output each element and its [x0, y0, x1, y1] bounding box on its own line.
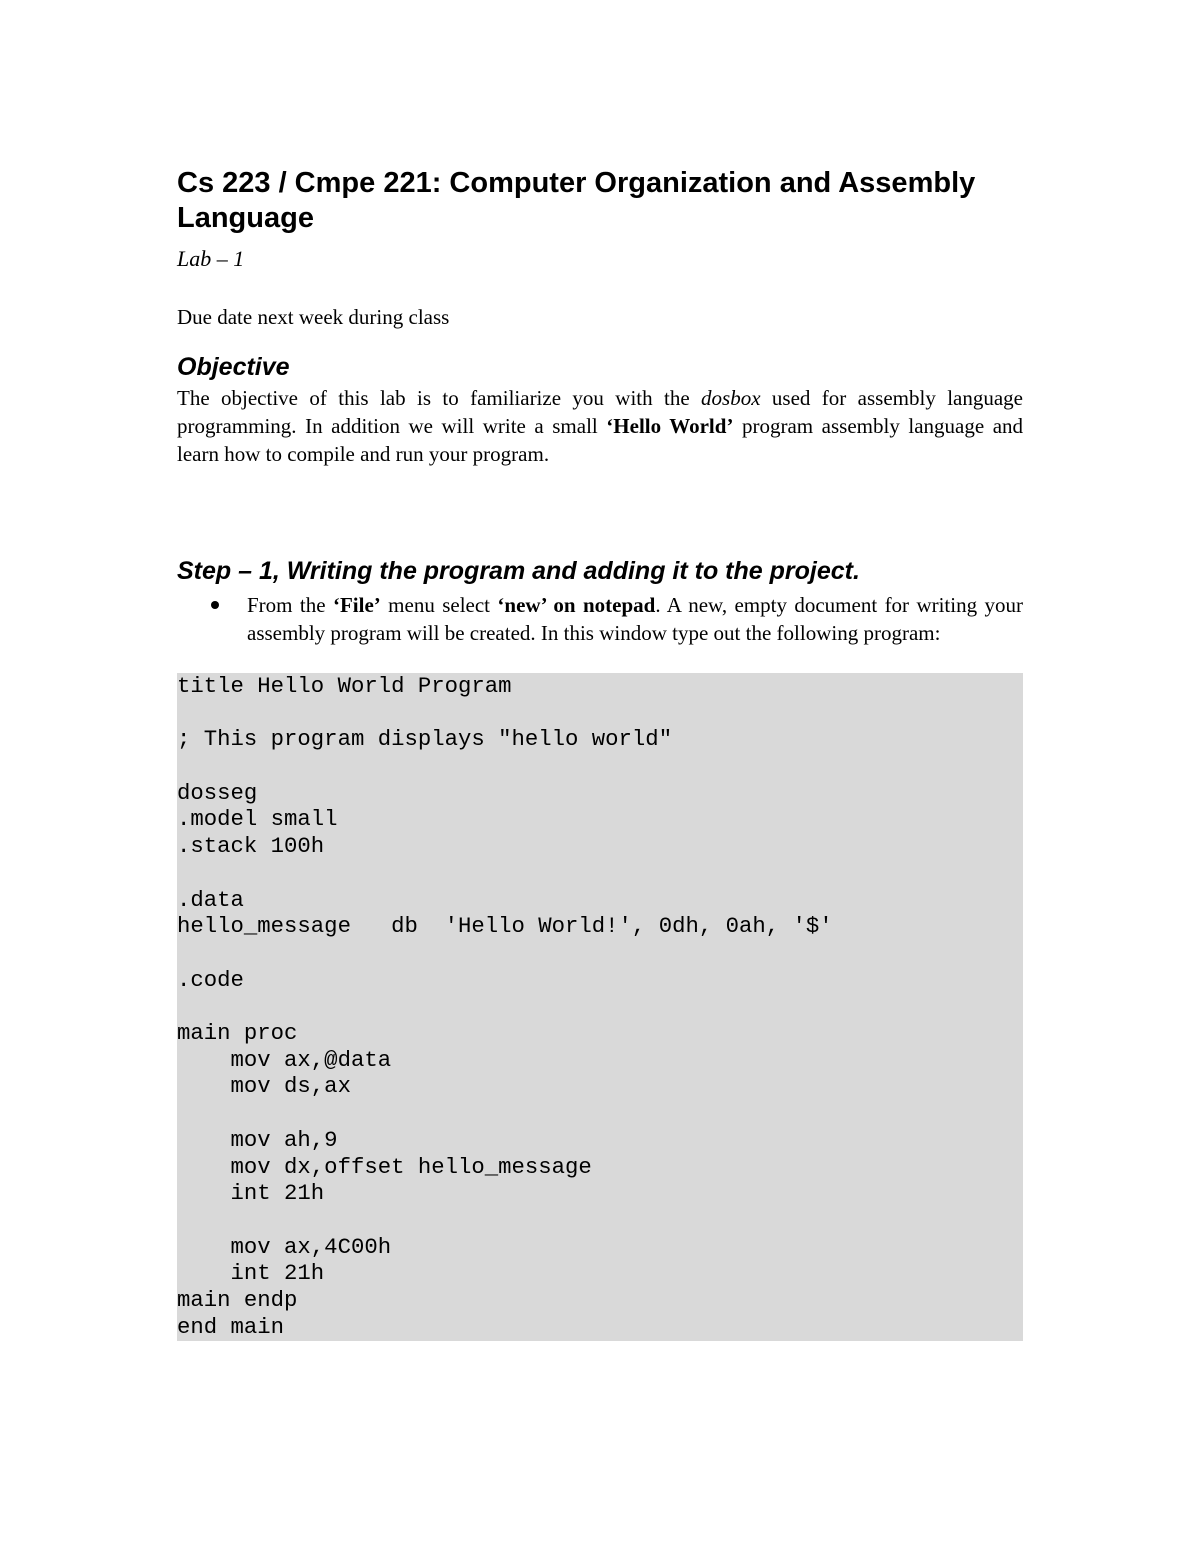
code-line: .data — [177, 886, 244, 913]
bullet-text-2: menu select — [380, 593, 498, 617]
objective-text-2: used for assembly language programming. In addition we will write a small — [177, 386, 1023, 438]
bullet-file-term: ‘File’ — [332, 593, 381, 617]
bullet-new-term: ‘new’ on notepad — [497, 593, 656, 617]
code-line — [177, 1207, 1023, 1234]
objective-text-1: The objective of this lab is to familiarize you with the — [177, 386, 702, 410]
code-line: end main — [177, 1313, 285, 1340]
code-line: mov ds,ax — [177, 1073, 351, 1100]
code-line: int 21h — [177, 1260, 325, 1287]
bullet-text-3: . A new, empty document for writing your assembly program will be created. In this window type out the following program: — [247, 593, 1023, 645]
code-line — [177, 940, 1023, 967]
code-line — [177, 860, 1023, 887]
step1-heading: Step – 1, Writing the program and adding it to the project. — [177, 557, 860, 585]
objective-paragraph — [177, 384, 1023, 468]
code-line: dosseg — [177, 779, 258, 806]
objective-dosbox-term: dosbox — [701, 386, 761, 410]
code-line: main endp — [177, 1287, 298, 1314]
objective-heading: Objective — [177, 353, 290, 381]
objective-hello-world-term: ‘Hello World’ — [606, 414, 734, 438]
code-line: hello_message db 'Hello World!', 0dh, 0ah, '$' — [177, 913, 833, 940]
code-line: mov ah,9 — [177, 1126, 338, 1153]
code-line — [177, 700, 1023, 727]
code-line: .model small — [177, 806, 338, 833]
document-page — [177, 166, 1023, 1341]
code-line: .code — [177, 966, 244, 993]
code-block — [177, 673, 1023, 1341]
code-line: title Hello World Program — [177, 673, 512, 699]
code-line: mov ax,@data — [177, 1046, 392, 1073]
code-line — [177, 753, 1023, 780]
code-line — [177, 993, 1023, 1020]
code-line: mov ax,4C00h — [177, 1233, 392, 1260]
step1-bullet-list — [177, 591, 1023, 647]
code-line: ; This program displays "hello world" — [177, 726, 673, 753]
step1-bullet-item — [177, 591, 1023, 647]
code-line: .stack 100h — [177, 833, 325, 860]
document-title: Cs 223 / Cmpe 221: Computer Organization and Assembly Language — [177, 167, 976, 234]
code-line: main proc — [177, 1020, 298, 1047]
due-date: Due date next week during class — [177, 305, 450, 329]
code-line: mov dx,offset hello_message — [177, 1153, 592, 1180]
bullet-icon — [211, 601, 219, 609]
objective-text-3: program assembly language and learn how to compile and run your program. — [177, 414, 1024, 466]
lab-number: Lab – 1 — [177, 246, 245, 271]
bullet-text-1: From the — [247, 593, 333, 617]
code-line — [177, 1100, 1023, 1127]
code-line: int 21h — [177, 1180, 325, 1207]
